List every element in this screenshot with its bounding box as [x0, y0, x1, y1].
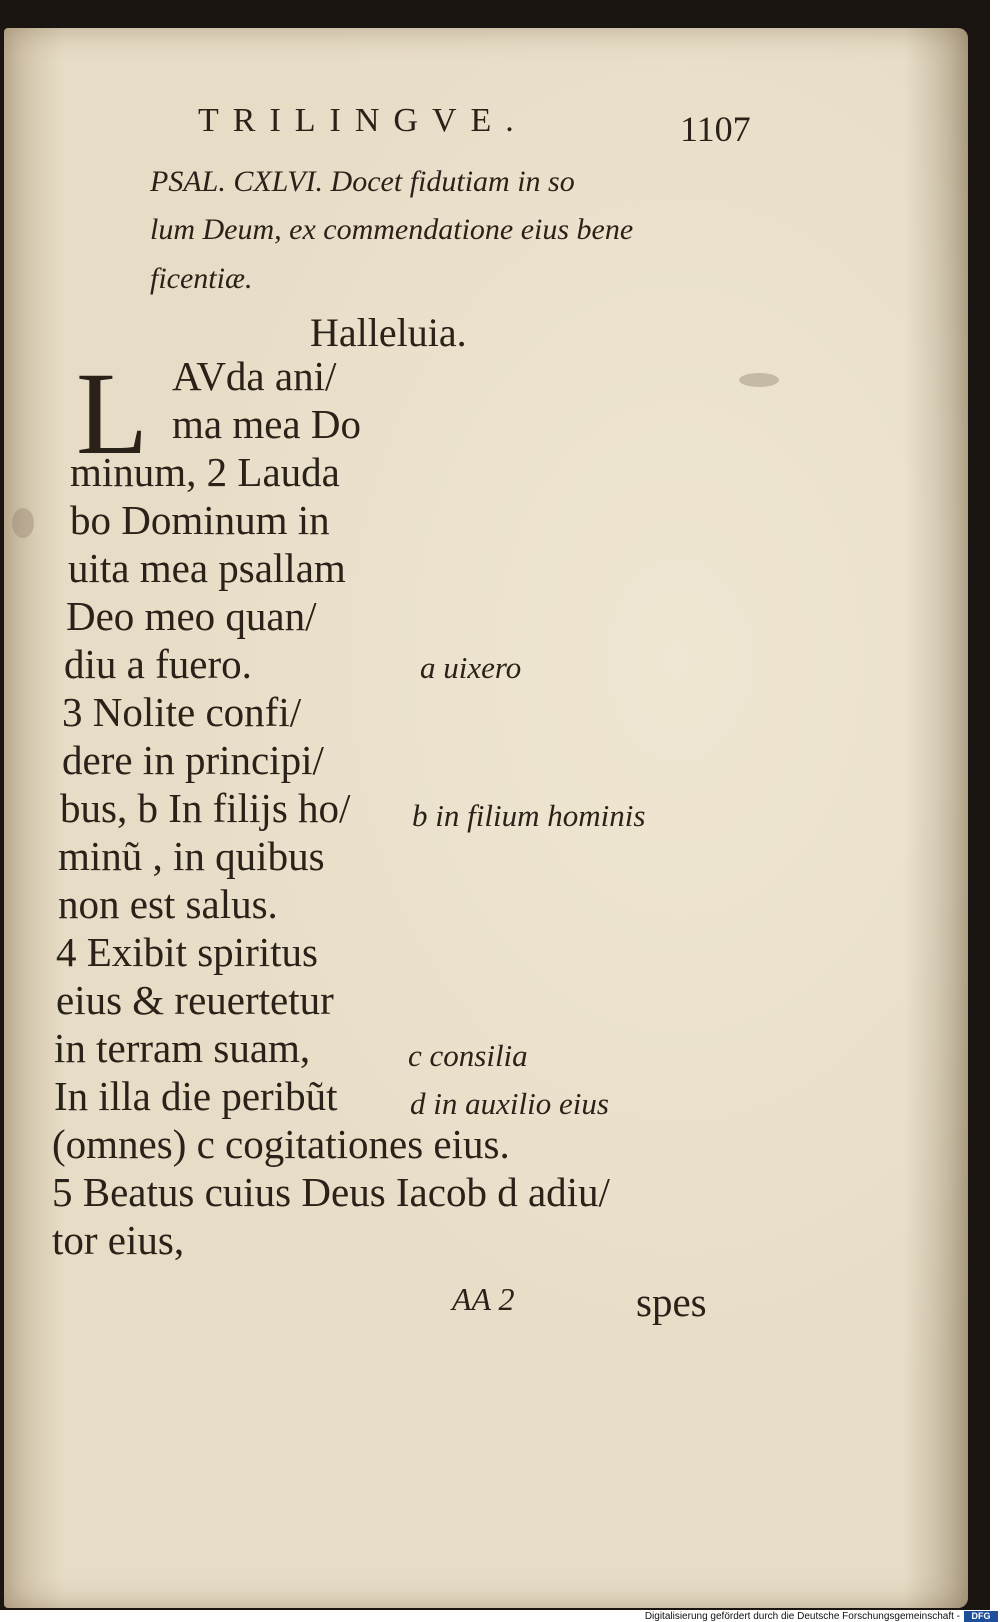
psalm-line: bus, b In filijs ho/ — [60, 785, 351, 831]
argument-line: lum Deum, ex commendatione eius bene — [150, 213, 634, 246]
drop-cap: L — [76, 348, 149, 479]
psalm-line: minũ , in quibus — [58, 833, 325, 879]
psalm-line: dere in principi/ — [62, 737, 324, 783]
signature-mark: AA 2 — [452, 1281, 515, 1317]
psalm-line: 3 Nolite confi/ — [62, 689, 302, 735]
psalm-line: non est salus. — [58, 881, 278, 927]
psalm-line: in terram suam, — [54, 1025, 311, 1071]
incipit-heading: Halleluia. — [310, 310, 467, 355]
psalm-line: (omnes) c cogitationes eius. — [52, 1121, 510, 1167]
psalm-line: In illa die peribũt — [54, 1073, 338, 1119]
psalm-line: Deo meo quan/ — [66, 593, 317, 639]
psalm-line: 4 Exibit spiritus — [56, 929, 318, 975]
paper-stain — [739, 373, 779, 387]
psalm-line: diu a fuero. — [64, 641, 252, 687]
scan-credit: Digitalisierung gefördert durch die Deutsche Forschungsgemeinschaft - — [644, 1611, 960, 1622]
psalm-line: AVda ani/ — [172, 353, 337, 399]
psalm-line: ma mea Do — [172, 401, 361, 447]
running-title: TRILINGVE. — [198, 102, 528, 139]
psalm-line: uita mea psallam — [68, 545, 346, 591]
argument-line: PSAL. CXLVI. Docet fidutiam in so — [150, 165, 575, 198]
dfg-logo: DFG — [964, 1611, 998, 1622]
page-number: 1107 — [680, 109, 751, 149]
marginal-note: d in auxilio eius — [410, 1086, 609, 1121]
psalm-line: 5 Beatus cuius Deus Iacob d adiu/ — [52, 1169, 610, 1215]
paper-stain — [12, 508, 34, 538]
marginal-note: b in filium hominis — [412, 798, 646, 833]
psalm-line: bo Dominum in — [70, 497, 330, 543]
psalm-line: eius & reuertetur — [56, 977, 334, 1023]
psalm-line: tor eius, — [52, 1217, 185, 1263]
marginal-note: c consilia — [408, 1038, 528, 1073]
catchword: spes — [636, 1279, 707, 1325]
argument-line: ficentiæ. — [150, 262, 253, 295]
marginal-note: a uixero — [420, 650, 522, 685]
psalm-line: minum, 2 Lauda — [70, 449, 340, 495]
